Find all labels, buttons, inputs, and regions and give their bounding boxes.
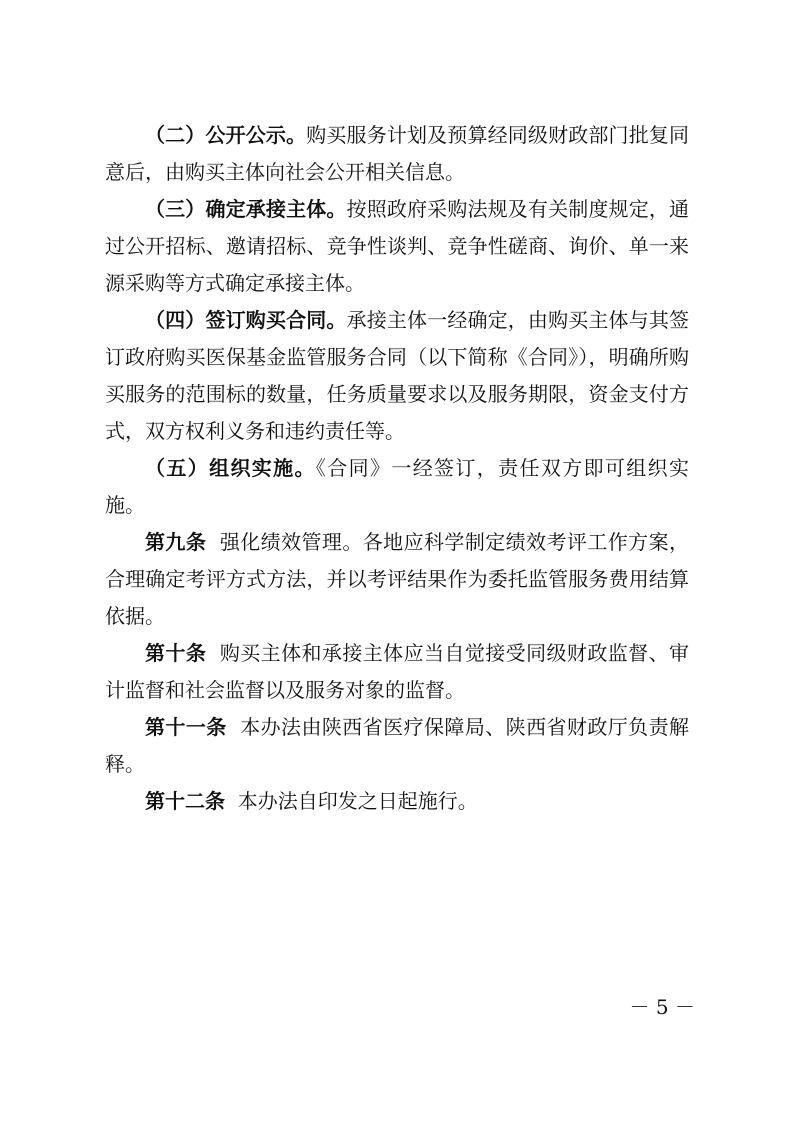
paragraph-determine-contractor — [105, 191, 689, 302]
paragraph-implementation — [105, 450, 689, 524]
document-body — [105, 117, 689, 820]
article-text: 强化绩效管理。各地应科学制定绩效考评工作方案，合理确定考评方式方法，并以考评结果作为委托监管服务费用结算依据。 — [105, 530, 690, 628]
paragraph-text: 购买服务计划及预算经同级财政部门批复同意后，由购买主体向社会公开相关信息。 — [105, 123, 690, 184]
article-heading: 第九条 — [145, 530, 207, 554]
article-heading: 第十条 — [145, 641, 207, 665]
article-text: 本办法由陕西省医疗保障局、陕西省财政厅负责解释。 — [105, 715, 689, 776]
article-text: 本办法自印发之日起施行。 — [225, 789, 478, 813]
paragraph-sign-contract — [105, 302, 689, 450]
paragraph-heading: （二）公开公示。 — [145, 123, 307, 147]
page-number: － 5 － — [629, 995, 695, 1019]
paragraph-heading: （三）确定承接主体。 — [145, 197, 347, 221]
article-heading: 第十二条 — [145, 789, 225, 813]
paragraph-heading: （四）签订购买合同。 — [145, 308, 347, 332]
paragraph-text: 承接主体一经确定，由购买主体与其签订政府购买医保基金监管服务合同（以下简称《合同》），明确所购买服务的范围标的数量，任务质量要求以及服务期限，资金支付方式，双方权利义务和违约责任等。 — [105, 308, 690, 443]
article-text: 购买主体和承接主体应当自觉接受同级财政监督、审计监督和社会监督以及服务对象的监督。 — [105, 641, 690, 702]
article-nine — [105, 524, 689, 635]
article-heading: 第十一条 — [145, 715, 227, 739]
paragraph-text: 按照政府采购法规及有关制度规定，通过公开招标、邀请招标、竞争性谈判、竞争性磋商、询价、单一来源采购等方式确定承接主体。 — [105, 197, 690, 295]
paragraph-public-announcement — [105, 117, 689, 191]
article-ten — [105, 635, 689, 709]
paragraph-heading: （五）组织实施。 — [145, 456, 316, 480]
article-eleven — [105, 709, 689, 783]
paragraph-text: 《合同》一经签订，责任双方即可组织实施。 — [105, 456, 690, 517]
article-twelve — [105, 783, 689, 820]
